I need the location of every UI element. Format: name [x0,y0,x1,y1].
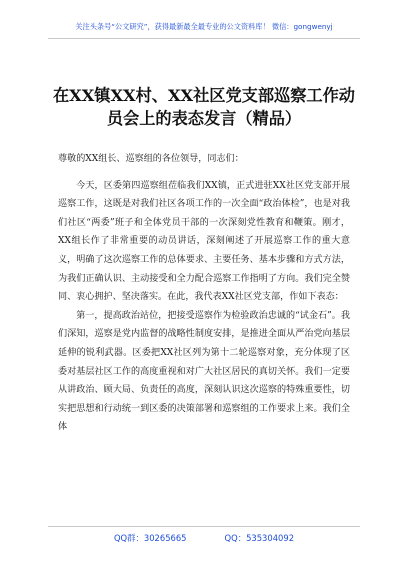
title-line-1: 在XX镇XX村、XX社区党支部巡察工作动 [53,86,355,105]
qq-label: QQ：535304092 [224,533,295,543]
title-line-2: 员会上的表态发言（精品） [106,109,302,128]
header-banner: 关注头条号“公文研究”，获得最新最全最专业的公文资料库！ 微信：gongwenyj [75,22,333,31]
salutation: 尊敬的XX组长、巡察组的各位领导，同志们： [58,154,244,164]
paragraph-1: 今天，区委第四巡察组莅临我们XX镇，正式进驻XX社区党支部开展巡察工作，这既是对我们社区各项工作的一次全面“政治体检”，也是对我们社区“两委”班子和全体党员干部的一次深刻党性教育和鞭策。刚才，XX组长作了非常重要的动员讲话，深刻阐述了开展巡察工作的重大意义，明确了这次巡察工作的总体要求、主要任务、基本步骤和方式方法，为我们正确认识、主动接受和全力配合巡察工作指明了方向。我们完全赞同、衷心拥护、坚决落实。在此，我代表XX社区党支部，作如下表态： [58,180,350,303]
qq-group-label: QQ群：30265665 [113,533,187,543]
header-divider [48,38,360,39]
document-body [58,150,350,437]
document-title [40,84,368,130]
footer-contact [0,532,408,544]
footer-divider [48,526,360,527]
paragraph-2: 第一，提高政治站位，把接受巡察作为检验政治忠诚的“试金石”。我们深知，巡察是党内监督的战略性制度安排，是推进全面从严治党向基层延伸的锐利武器。区委把XX社区列为第十二轮巡察对象，充分体现了区委对基层社区工作的高度重视和对广大社区居民的真切关怀。我们一定要从讲政治、顾大局、负责任的高度，深刻认识这次巡察的特殊重要性，切实把思想和行动统一到区委的决策部署和巡察组的工作要求上来。我们全体 [58,310,350,433]
